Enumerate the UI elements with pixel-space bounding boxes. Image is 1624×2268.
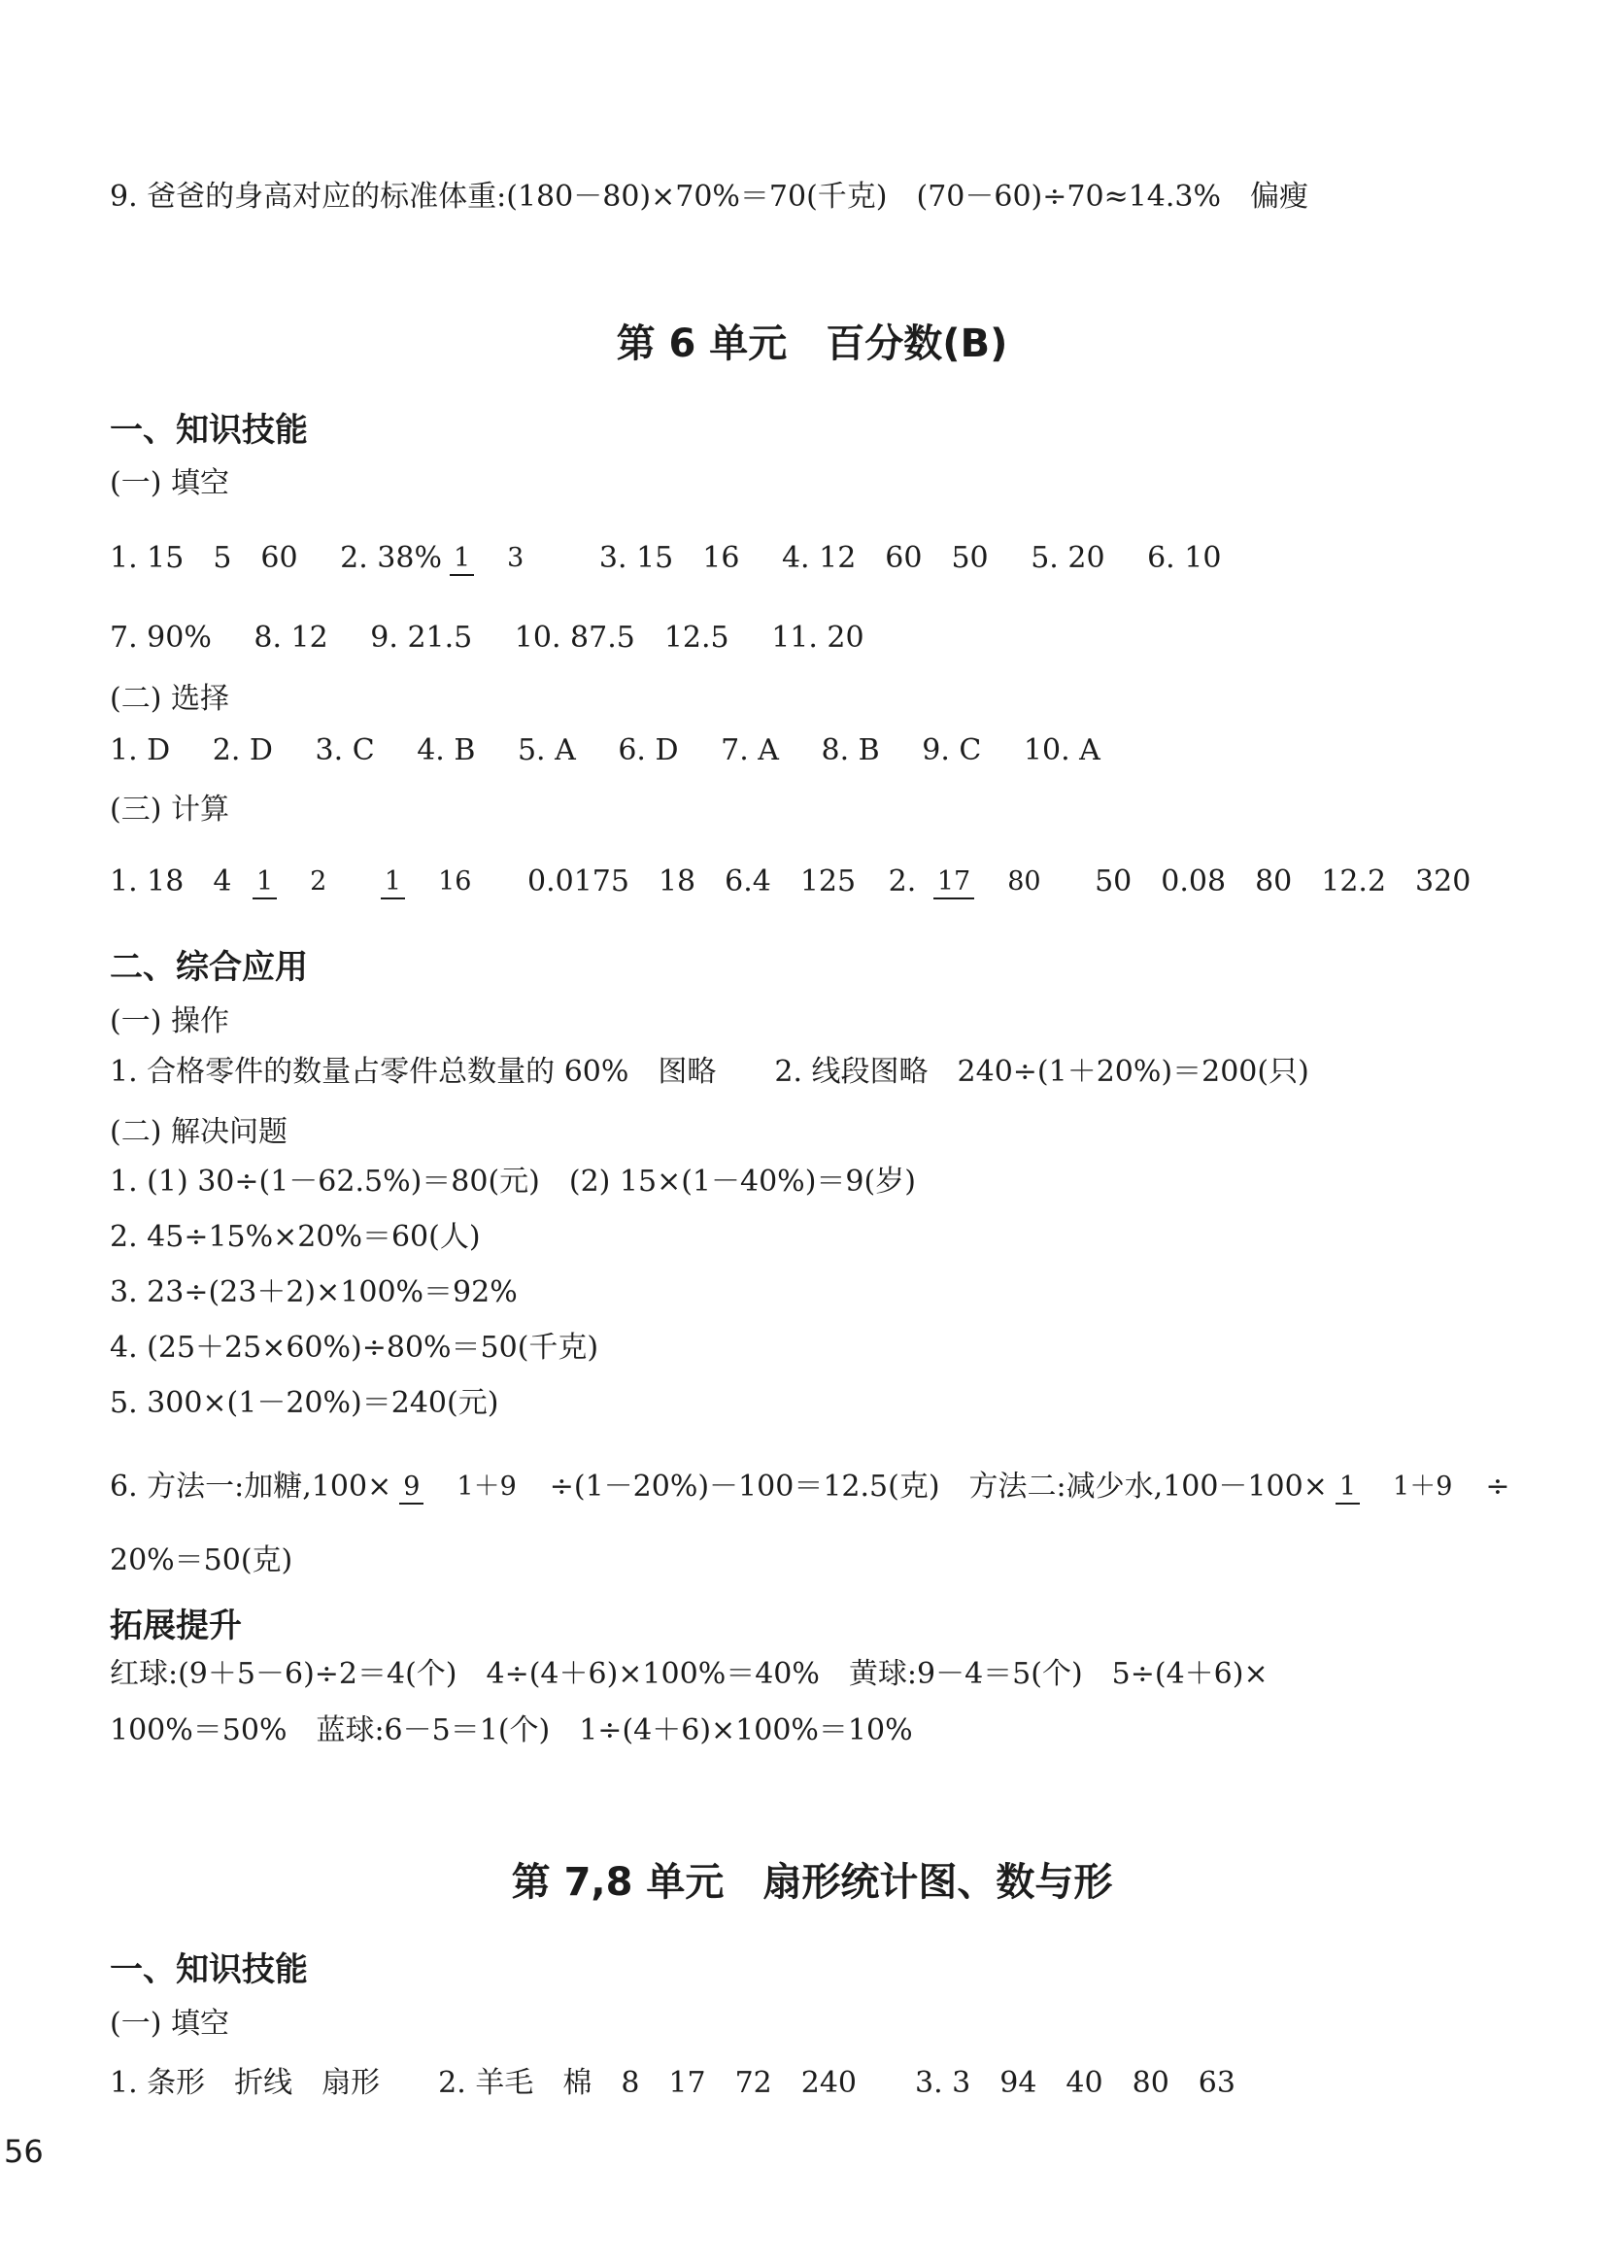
fill-answer-8: 8. 12 [254, 621, 328, 655]
unit6-section-application: 二、综合应用 [110, 948, 308, 987]
choice-answer: 1. D [110, 733, 171, 767]
fill-answer-4: 4. 12 60 50 [781, 541, 989, 575]
fraction: 9 1＋9 [399, 1472, 550, 1505]
unit6-title: 第 6 单元 百分数(B) [616, 322, 1008, 366]
fill-answer-10: 10. 87.5 12.5 [514, 621, 729, 655]
unit6-op-row: 1. 合格零件的数量占零件总数量的 60% 图略 2. 线段图略 240÷(1＋20%)＝200(只) [110, 1055, 1309, 1089]
solve-answer-2: 2. 45÷15%×20%＝60(人) [110, 1220, 481, 1254]
unit78-fill-row1: 1. 条形 折线 扇形 2. 羊毛 棉 8 17 72 240 3. 3 94 40 80 63 [110, 2066, 1235, 2100]
choice-answer: 8. B [821, 733, 880, 767]
unit6-fill-row1 [110, 525, 1254, 592]
unit78-fill-label: (一) 填空 [110, 2007, 229, 2041]
unit6-choice-label: (二) 选择 [110, 682, 229, 716]
page-number: 56 [4, 2133, 44, 2170]
solve-answer-6-continued: 20%＝50(克) [110, 1543, 293, 1577]
fraction: 1 2 [253, 866, 359, 899]
fill-answer-2: 2. 38% 1 3 [340, 525, 557, 592]
unit6-calc-label: (三) 计算 [110, 793, 229, 827]
unit78-title: 第 7,8 单元 扇形统计图、数与形 [511, 1860, 1113, 1905]
fill-answer-6: 6. 10 [1147, 541, 1222, 575]
extension-line-2: 100%＝50% 蓝球:6－5＝1(个) 1÷(4＋6)×100%＝10% [110, 1713, 913, 1747]
fill-answer-3: 3. 15 16 [598, 541, 740, 575]
unit6-op-label: (一) 操作 [110, 1004, 229, 1038]
fill-answer-1: 1. 15 5 60 [110, 541, 298, 575]
fill-answer-5: 5. 20 [1031, 541, 1105, 575]
calc-text: 50 0.08 80 12.2 320 [1095, 864, 1472, 898]
choice-answer: 2. D [212, 733, 273, 767]
fraction: 1 3 [450, 543, 557, 576]
unit6-fill-row2 [110, 619, 897, 658]
choice-answer: 7. A [721, 733, 779, 767]
unit6-solve-label: (二) 解决问题 [110, 1115, 288, 1149]
unit6-choice-row [110, 731, 1133, 770]
unit78-section-knowledge: 一、知识技能 [110, 1950, 308, 1989]
fill-answer-9: 9. 21.5 [370, 621, 473, 655]
solve-answer-1: 1. (1) 30÷(1－62.5%)＝80(元) (2) 15×(1－40%)＝9(岁) [110, 1165, 916, 1199]
fill-answer-11: 11. 20 [771, 621, 864, 655]
choice-answer: 10. A [1023, 733, 1100, 767]
unit6-calc-row [110, 848, 1504, 916]
choice-answer: 5. A [517, 733, 576, 767]
choice-answer: 4. B [417, 733, 476, 767]
calc-text: 2. [888, 864, 917, 898]
choice-answer: 6. D [618, 733, 679, 767]
solve-answer-4: 4. (25＋25×60%)÷80%＝50(千克) [110, 1331, 599, 1365]
choice-answer: 9. C [922, 733, 982, 767]
choice-answer: 3. C [315, 733, 375, 767]
fill-answer-7: 7. 90% [110, 621, 212, 655]
fraction: 17 80 [933, 866, 1074, 899]
top-item: 9. 爸爸的身高对应的标准体重:(180－80)×70%＝70(千克) (70－60)÷70≈14.3% 偏瘦 [110, 180, 1309, 214]
unit6-fill-label: (一) 填空 [110, 466, 229, 500]
extension-line-1: 红球:(9＋5－6)÷2＝4(个) 4÷(4＋6)×100%＝40% 黄球:9－4＝5(个) 5÷(4＋6)× [110, 1657, 1269, 1691]
calc-text: 1. 18 4 [110, 864, 232, 898]
unit6-section-knowledge: 一、知识技能 [110, 411, 308, 450]
solve-answer-5: 5. 300×(1－20%)＝240(元) [110, 1386, 499, 1420]
solve-answer-3: 3. 23÷(23＋2)×100%＝92% [110, 1275, 518, 1309]
calc-text: 0.0175 18 6.4 125 [526, 864, 857, 898]
fraction: 1 1＋9 [1336, 1472, 1486, 1505]
extension-title: 拓展提升 [110, 1607, 242, 1645]
fraction: 1 16 [381, 866, 505, 899]
solve-answer-6: 6. 方法一:加糖,100× 9 1＋9 ÷(1－20%)－100＝12.5(克) 方法二:减少水,100－100× 1 1＋9 ÷ [110, 1470, 1510, 1504]
